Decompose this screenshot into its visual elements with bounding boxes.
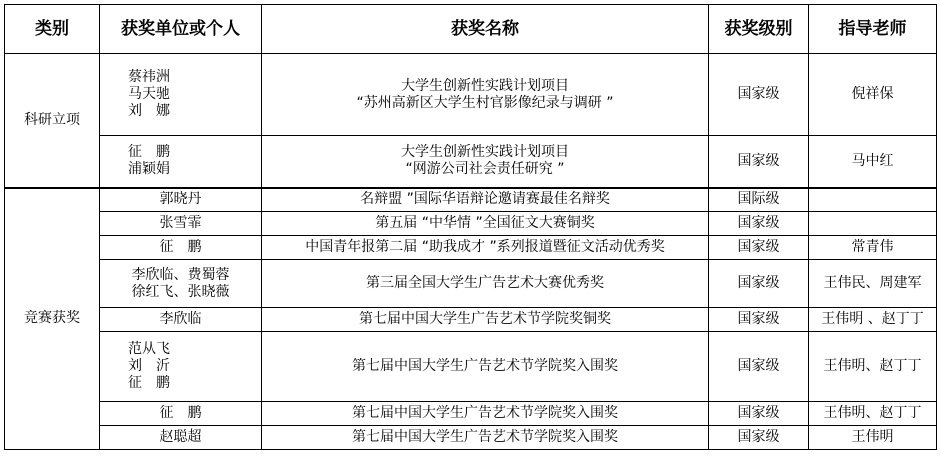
table-row xyxy=(5,402,937,426)
level-cell: 国家级 xyxy=(709,332,809,402)
award-cell: 大学生创新性实践计划项目 “苏州高新区大学生村官影像纪录与调研 ” xyxy=(262,54,709,136)
unit-cell: 李欣临、费蜀蓉 徐红飞、张晓薇 xyxy=(100,260,262,308)
awards-table xyxy=(4,4,937,450)
unit-cell: 蔡祎洲 马天驰 刘 娜 xyxy=(100,54,262,136)
table-row xyxy=(5,136,937,188)
unit-cell: 征 鹏 xyxy=(100,402,262,426)
table-row xyxy=(5,332,937,402)
award-cell: 大学生创新性实践计划项目 “网游公司社会责任研究 ” xyxy=(262,136,709,188)
header-unit: 获奖单位或个人 xyxy=(100,5,262,54)
advisor-cell: 王伟民、周建军 xyxy=(809,260,937,308)
award-cell: 第五届 “中华情 ”全国征文大赛铜奖 xyxy=(262,212,709,236)
award-cell: 名辩盟 ”国际华语辩论邀请赛最佳名辩奖 xyxy=(262,188,709,212)
advisor-cell: 王伟明、赵丁丁 xyxy=(809,402,937,426)
unit-cell: 李欣临 xyxy=(100,308,262,332)
award-cell: 第三届全国大学生广告艺术大赛优秀奖 xyxy=(262,260,709,308)
level-cell: 国家级 xyxy=(709,212,809,236)
table-row xyxy=(5,188,937,212)
advisor-cell xyxy=(809,188,937,212)
advisor-cell: 王伟明 、赵丁丁 xyxy=(809,308,937,332)
header-category: 类别 xyxy=(5,5,100,54)
award-cell: 第七届中国大学生广告艺术节学院奖铜奖 xyxy=(262,308,709,332)
level-cell: 国家级 xyxy=(709,308,809,332)
header-row xyxy=(5,5,937,54)
header-advisor: 指导老师 xyxy=(809,5,937,54)
level-cell: 国家级 xyxy=(709,54,809,136)
category-cell: 科研立项 xyxy=(5,54,100,188)
table-row xyxy=(5,236,937,260)
table-row xyxy=(5,260,937,308)
unit-cell: 赵聪超 xyxy=(100,426,262,450)
header-award-name: 获奖名称 xyxy=(262,5,709,54)
award-cell: 第七届中国大学生广告艺术节学院奖入围奖 xyxy=(262,332,709,402)
table-row xyxy=(5,212,937,236)
category-cell: 竞赛获奖 xyxy=(5,188,100,450)
advisor-cell xyxy=(809,212,937,236)
advisor-cell: 常青伟 xyxy=(809,236,937,260)
unit-cell: 郭晓丹 xyxy=(100,188,262,212)
advisor-cell: 王伟明、赵丁丁 xyxy=(809,332,937,402)
header-award-level: 获奖级别 xyxy=(709,5,809,54)
table-row xyxy=(5,54,937,136)
advisor-cell: 倪祥保 xyxy=(809,54,937,136)
unit-cell: 范从飞 刘 沂 征 鹏 xyxy=(100,332,262,402)
award-cell: 第七届中国大学生广告艺术节学院奖入围奖 xyxy=(262,402,709,426)
table-row xyxy=(5,426,937,450)
level-cell: 国家级 xyxy=(709,136,809,188)
unit-cell: 征 鹏 xyxy=(100,236,262,260)
award-cell: 第七届中国大学生广告艺术节学院奖入围奖 xyxy=(262,426,709,450)
unit-cell: 征 鹏 浦颖娟 xyxy=(100,136,262,188)
level-cell: 国家级 xyxy=(709,426,809,450)
award-cell: 中国青年报第二届 “助我成才 ”系列报道暨征文活动优秀奖 xyxy=(262,236,709,260)
level-cell: 国家级 xyxy=(709,402,809,426)
level-cell: 国家级 xyxy=(709,260,809,308)
table-row xyxy=(5,308,937,332)
level-cell: 国际级 xyxy=(709,188,809,212)
advisor-cell: 马中红 xyxy=(809,136,937,188)
unit-cell: 张雪霏 xyxy=(100,212,262,236)
level-cell: 国家级 xyxy=(709,236,809,260)
advisor-cell: 王伟明 xyxy=(809,426,937,450)
